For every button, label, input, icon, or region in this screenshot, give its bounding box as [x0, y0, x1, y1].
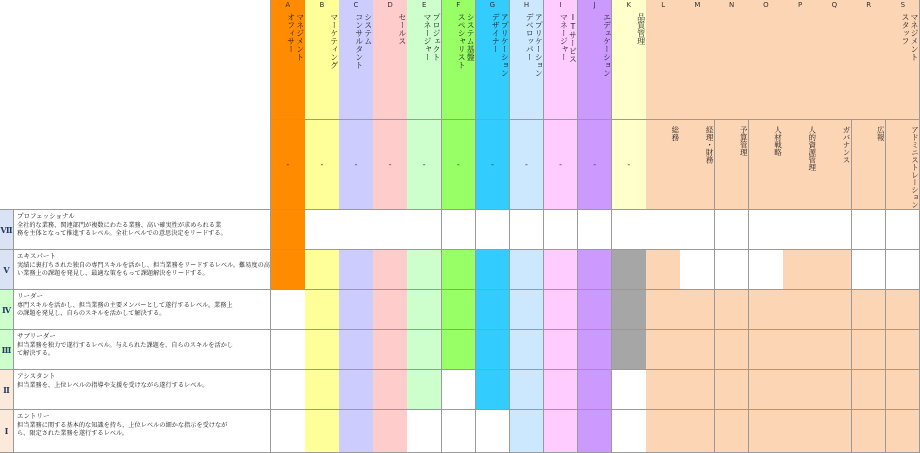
matrix-cell-f [442, 370, 477, 410]
matrix-cell-s [886, 330, 920, 370]
staff-subcolumn-label: アドミニストレーション [910, 126, 920, 209]
matrix-cell-n [715, 330, 750, 370]
matrix-cell-h [510, 210, 545, 250]
column-value-f [442, 120, 477, 210]
staff-subcolumn [715, 120, 750, 210]
matrix-cell-d [373, 410, 408, 453]
matrix-cell-o [749, 290, 784, 330]
matrix-cell-b [305, 410, 340, 453]
matrix-cell-a [271, 370, 306, 410]
staff-subcolumn-label: 人的資源管理 [807, 126, 817, 171]
staff-subcolumn-label: 広報 [876, 126, 886, 141]
matrix-cell-e [407, 250, 442, 290]
level-title: エントリー [17, 412, 50, 420]
matrix-cell-k [612, 410, 647, 453]
matrix-cell-h [510, 370, 545, 410]
matrix-cell-b [305, 290, 340, 330]
matrix-cell-s [886, 410, 920, 453]
matrix-cell-e [407, 410, 442, 453]
column-letter: C [353, 1, 359, 9]
matrix-cell-h [510, 410, 545, 453]
column-letter: B [319, 1, 325, 9]
column-value-j [578, 120, 613, 210]
column-letter: J [593, 1, 596, 9]
staff-subcolumn [680, 120, 715, 210]
column-letter: K [626, 1, 632, 9]
staff-subcolumn [749, 120, 784, 210]
level-title: リーダー [17, 292, 43, 300]
matrix-cell-n [715, 290, 750, 330]
column-value-i [544, 120, 579, 210]
column-value: - [354, 160, 358, 169]
matrix-cell-r [852, 410, 887, 453]
column-letter: E [421, 1, 427, 9]
matrix-cell-f [442, 250, 477, 290]
level-description: 全社的な業務、関連部門が複数にわたる業務、高い確実性が求められる業 務を主体となって推進するレベル。全社レベルでの意思決定をリードする。 [17, 222, 227, 238]
matrix-cell-d [373, 210, 408, 250]
level-roman: Ⅲ [0, 330, 14, 370]
matrix-cell-p [783, 290, 818, 330]
column-header-h [510, 0, 545, 120]
matrix-cell-g [476, 370, 511, 410]
matrix-cell-h [510, 250, 545, 290]
staff-header [646, 0, 920, 120]
column-letter: D [387, 1, 393, 9]
matrix-cell-g [476, 250, 511, 290]
matrix-cell-d [373, 290, 408, 330]
column-value: - [422, 160, 426, 169]
column-label: セールス [397, 13, 407, 45]
matrix-cell-j [578, 370, 613, 410]
matrix-cell-a [271, 410, 306, 453]
matrix-cell-c [339, 410, 374, 453]
column-label: プロジェクト マネージャー [422, 13, 441, 61]
matrix-cell-h [510, 290, 545, 330]
column-label: アプリケーション デザイナー [491, 13, 510, 77]
matrix-cell-c [339, 370, 374, 410]
column-value-k [612, 120, 647, 210]
column-value-a [271, 120, 306, 210]
matrix-cell-q [817, 410, 852, 453]
matrix-cell-i [544, 250, 579, 290]
matrix-cell-f [442, 330, 477, 370]
matrix-cell-r [852, 290, 887, 330]
matrix-cell-q [817, 370, 852, 410]
matrix-cell-m [680, 290, 715, 330]
matrix-cell-d [373, 370, 408, 410]
matrix-cell-l [646, 290, 681, 330]
matrix-cell-d [373, 250, 408, 290]
matrix-cell-i [544, 290, 579, 330]
matrix-cell-i [544, 410, 579, 453]
column-letter: I [559, 1, 562, 9]
column-value-h [510, 120, 545, 210]
matrix-cell-n [715, 210, 750, 250]
matrix-cell-l [646, 250, 681, 290]
matrix-cell-e [407, 210, 442, 250]
matrix-cell-e [407, 330, 442, 370]
column-value: - [388, 160, 392, 169]
matrix-cell-b [305, 370, 340, 410]
column-value: - [525, 160, 528, 169]
matrix-cell-r [852, 250, 887, 290]
matrix-cell-q [817, 290, 852, 330]
level-title: エキスパート [17, 252, 56, 260]
matrix-cell-e [407, 290, 442, 330]
column-value: - [456, 160, 460, 169]
matrix-cell-o [749, 410, 784, 453]
column-label: システム基盤 スペシャリスト [457, 13, 476, 69]
column-value-c [339, 120, 374, 210]
matrix-cell-f [442, 210, 477, 250]
matrix-cell-p [783, 410, 818, 453]
level-description: 専門スキルを活かし、担当業務の主要メンバーとして遂行するレベル。業務上 の課題を発見し、自らのスキルを活かして解決する。 [17, 302, 233, 318]
column-header-e [407, 0, 442, 120]
column-label: マーケティング [329, 13, 339, 69]
matrix-cell-g [476, 330, 511, 370]
matrix-cell-o [749, 330, 784, 370]
matrix-cell-o [749, 370, 784, 410]
matrix-cell-f [442, 290, 477, 330]
column-letter: F [456, 1, 461, 9]
staff-subcolumn [817, 120, 852, 210]
matrix-cell-q [817, 250, 852, 290]
matrix-cell-m [680, 410, 715, 453]
staff-letter: M [694, 1, 701, 9]
level-description: 担当業務を、上位レベルの指導や支援を受けながら遂行するレベル。 [17, 382, 209, 389]
matrix-cell-l [646, 410, 681, 453]
level-title: プロフェッショナル [17, 212, 75, 220]
level-title: サブリーダー [17, 332, 56, 340]
column-label: 品質管理 [636, 13, 646, 45]
column-header-g [476, 0, 511, 120]
matrix-cell-a [271, 250, 306, 290]
staff-subcolumn-label: 人材戦略 [773, 126, 783, 156]
matrix-cell-s [886, 210, 920, 250]
level-description: 担当業務を独力で遂行するレベル。与えられた課題を、自らのスキルを活かし て解決する。 [17, 342, 234, 358]
matrix-cell-s [886, 250, 920, 290]
level-description: 担当業務に関する基本的な知識を持ち、上位レベルの細かな指示を受けなが ら、限定された業務を遂行するレベル。 [17, 422, 228, 438]
matrix-cell-i [544, 370, 579, 410]
matrix-cell-k [612, 210, 647, 250]
matrix-cell-n [715, 370, 750, 410]
matrix-cell-n [715, 410, 750, 453]
staff-subcolumn-label: ガバナンス [842, 126, 852, 164]
column-label: マネジメント オフィサー [286, 13, 305, 61]
column-header-k [612, 0, 647, 120]
column-letter: G [489, 1, 496, 9]
matrix-cell-i [544, 210, 579, 250]
level-title: アシスタント [17, 372, 56, 380]
column-value: - [490, 160, 494, 169]
matrix-cell-b [305, 210, 340, 250]
matrix-cell-g [476, 290, 511, 330]
matrix-cell-k [612, 330, 647, 370]
column-value-e [407, 120, 442, 210]
column-label: エデュケーション [602, 13, 612, 77]
matrix-cell-c [339, 250, 374, 290]
staff-subcolumn [886, 120, 920, 210]
matrix-cell-p [783, 330, 818, 370]
staff-letter: O [763, 1, 769, 9]
matrix-cell-l [646, 370, 681, 410]
column-header-c [339, 0, 374, 120]
staff-letter: L [661, 1, 666, 9]
staff-subcolumn-label: 総務 [670, 126, 680, 141]
matrix-cell-m [680, 330, 715, 370]
column-value: - [286, 160, 290, 169]
matrix-cell-o [749, 210, 784, 250]
staff-subcolumn [783, 120, 818, 210]
column-header-f [442, 0, 477, 120]
matrix-cell-i [544, 330, 579, 370]
staff-letter: S [900, 1, 906, 9]
matrix-cell-l [646, 330, 681, 370]
column-value-g [476, 120, 511, 210]
matrix-cell-k [612, 290, 647, 330]
matrix-cell-s [886, 370, 920, 410]
matrix-cell-c [339, 290, 374, 330]
level-roman: Ⅴ [0, 250, 14, 290]
matrix-cell-c [339, 330, 374, 370]
column-label: ITサービス マネージャー [559, 13, 578, 63]
matrix-cell-e [407, 370, 442, 410]
staff-letter: R [866, 1, 872, 9]
staff-letter: N [729, 1, 735, 9]
staff-subcolumn [852, 120, 887, 210]
matrix-cell-b [305, 250, 340, 290]
matrix-cell-c [339, 210, 374, 250]
staff-letter: P [798, 1, 803, 9]
column-header-d [373, 0, 408, 120]
matrix-cell-a [271, 290, 306, 330]
matrix-cell-l [646, 210, 681, 250]
matrix-cell-p [783, 370, 818, 410]
matrix-cell-j [578, 290, 613, 330]
matrix-cell-d [373, 330, 408, 370]
matrix-cell-g [476, 210, 511, 250]
column-label: システム コンサルタント [354, 13, 373, 69]
matrix-cell-a [271, 330, 306, 370]
staff-subcolumn [646, 120, 681, 210]
column-header-b [305, 0, 340, 120]
column-header-j [578, 0, 613, 120]
column-label: アプリケーション デベロッパー [525, 13, 544, 77]
level-roman: Ⅰ [0, 410, 14, 453]
matrix-cell-k [612, 250, 647, 290]
matrix-cell-h [510, 330, 545, 370]
matrix-cell-p [783, 250, 818, 290]
level-roman: Ⅱ [0, 370, 14, 410]
header-blank [0, 0, 271, 210]
staff-subcolumn-label: 経理・財務 [705, 126, 715, 164]
matrix-cell-r [852, 330, 887, 370]
matrix-cell-n [715, 250, 750, 290]
column-letter: H [523, 1, 530, 9]
matrix-cell-j [578, 210, 613, 250]
matrix-cell-j [578, 330, 613, 370]
level-roman: Ⅶ [0, 210, 14, 250]
matrix-cell-q [817, 330, 852, 370]
matrix-cell-q [817, 210, 852, 250]
level-description: 実績に裏打ちされた独自の専門スキルを活かし、担当業務をリードするレベル。難易度の高い業務上の課題を発見し、最適な策をもって課題解決をリードする。 [17, 262, 270, 278]
column-letter: A [285, 1, 291, 9]
column-value: - [593, 160, 597, 169]
matrix-cell-f [442, 410, 477, 453]
column-header-a [271, 0, 306, 120]
matrix-cell-r [852, 210, 887, 250]
matrix-cell-m [680, 250, 715, 290]
staff-subcolumn-label: 予算管理 [739, 126, 749, 156]
matrix-cell-m [680, 370, 715, 410]
matrix-cell-g [476, 410, 511, 453]
matrix-cell-r [852, 370, 887, 410]
matrix-cell-a [271, 210, 306, 250]
matrix-cell-o [749, 250, 784, 290]
staff-label: マネジメント スタッフ [900, 13, 919, 61]
column-value: - [627, 160, 631, 169]
staff-letter: Q [831, 1, 838, 9]
matrix-cell-p [783, 210, 818, 250]
matrix-cell-k [612, 370, 647, 410]
matrix-cell-s [886, 290, 920, 330]
matrix-cell-b [305, 330, 340, 370]
column-value-d [373, 120, 408, 210]
column-header-i [544, 0, 579, 120]
column-value: - [559, 160, 563, 169]
matrix-cell-j [578, 410, 613, 453]
column-value: - [320, 160, 324, 169]
matrix-cell-m [680, 210, 715, 250]
level-roman: Ⅳ [0, 290, 14, 330]
matrix-cell-j [578, 250, 613, 290]
column-value-b [305, 120, 340, 210]
